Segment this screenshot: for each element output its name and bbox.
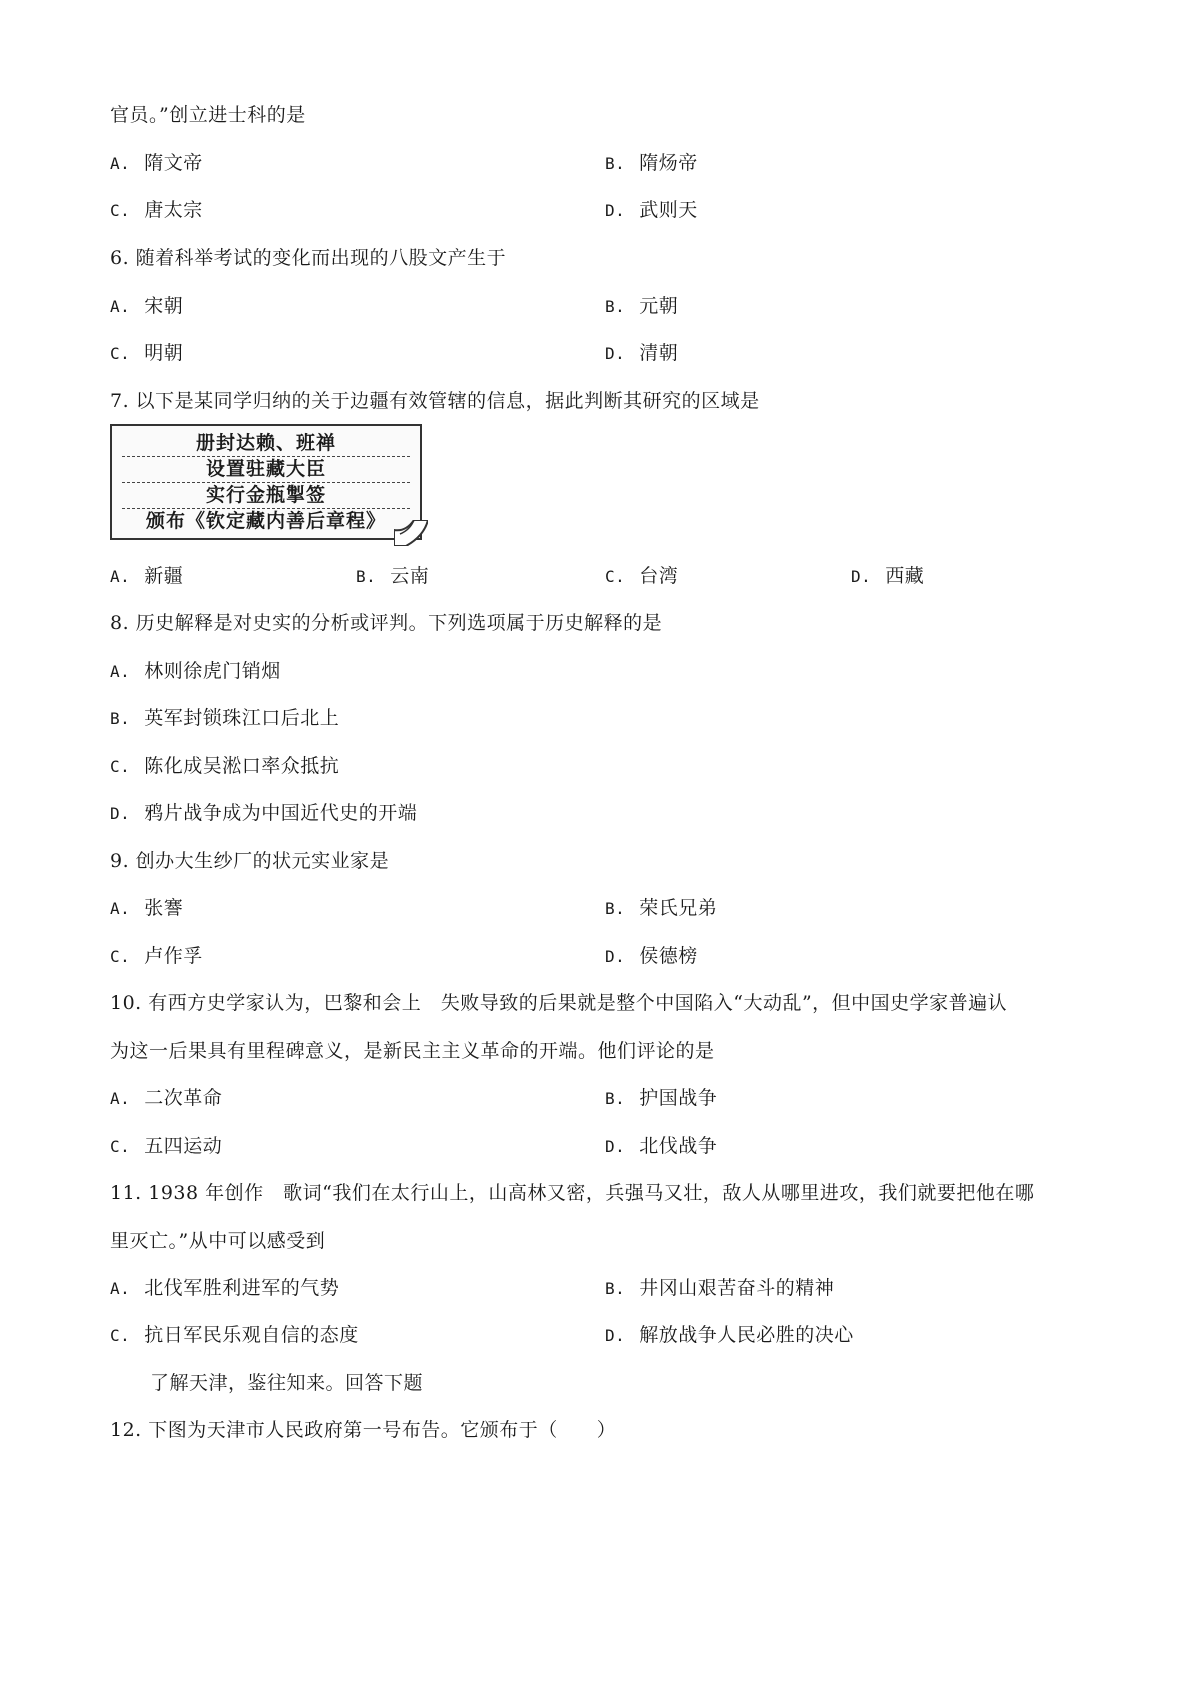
q9-option-c[interactable]: C. 卢作孚	[110, 945, 203, 967]
q9-option-d[interactable]: D. 侯德榜	[605, 945, 698, 967]
q9-option-b[interactable]: B. 荣氏兄弟	[605, 897, 718, 919]
q11-option-a[interactable]: A. 北伐军胜利进军的气势	[110, 1277, 340, 1299]
q10-stem-line-1: 10. 有西方史学家认为，巴黎和会上 失败导致的后果就是整个中国陷入“大动乱”，但中国史学家普遍认	[110, 992, 1008, 1014]
q11-option-d[interactable]: D. 解放战争人民必胜的决心	[605, 1324, 854, 1346]
q6-option-d[interactable]: D. 清朝	[605, 342, 679, 364]
q8-option-b[interactable]: B. 英军封锁珠江口后北上	[110, 707, 340, 729]
q5-option-b[interactable]: B. 隋炀帝	[605, 152, 698, 174]
note-line-4: 颁布《钦定藏内善后章程》	[145, 510, 386, 532]
q10-option-b[interactable]: B. 护国战争	[605, 1087, 718, 1109]
q5-option-d[interactable]: D. 武则天	[605, 199, 698, 221]
note-line-3: 实行金瓶掣签	[205, 484, 326, 506]
section-intro: 了解天津，鉴往知来。回答下题	[150, 1372, 424, 1394]
q7-option-a[interactable]: A. 新疆	[110, 565, 184, 587]
note-line-2: 设置驻藏大臣	[205, 458, 326, 480]
q6-stem: 6. 随着科举考试的变化而出现的八股文产生于	[110, 247, 507, 269]
q9-option-a[interactable]: A. 张謇	[110, 897, 184, 919]
page-curl-icon	[394, 520, 428, 546]
q8-option-c[interactable]: C. 陈化成吴淞口率众抵抗	[110, 755, 340, 777]
q10-stem-line-2: 为这一后果具有里程碑意义，是新民主主义革命的开端。他们评论的是	[110, 1040, 715, 1062]
note-divider	[122, 456, 410, 457]
note-line-1: 册封达赖、班禅	[195, 432, 336, 454]
q6-option-a[interactable]: A. 宋朝	[110, 295, 184, 317]
q12-stem: 12. 下图为天津市人民政府第一号布告。它颁布于（ ）	[110, 1419, 617, 1441]
q10-option-a[interactable]: A. 二次革命	[110, 1087, 223, 1109]
q5-stem: 官员。”创立进士科的是	[110, 104, 306, 126]
q8-option-a[interactable]: A. 林则徐虎门销烟	[110, 660, 281, 682]
q6-option-c[interactable]: C. 明朝	[110, 342, 184, 364]
note-divider	[122, 482, 410, 483]
q7-stem: 7. 以下是某同学归纳的关于边疆有效管辖的信息，据此判断其研究的区域是	[110, 390, 760, 412]
q11-stem-line-1: 11. 1938 年创作 歌词“我们在太行山上，山高林又密，兵强马又壮，敌人从哪里进攻，我们就要把他在哪	[110, 1182, 1035, 1204]
q7-option-b[interactable]: B. 云南	[356, 565, 430, 587]
q8-option-d[interactable]: D. 鸦片战争成为中国近代史的开端	[110, 802, 418, 824]
q7-note-card	[110, 424, 428, 546]
q7-option-c[interactable]: C. 台湾	[605, 565, 679, 587]
q5-option-a[interactable]: A. 隋文帝	[110, 152, 203, 174]
q11-option-c[interactable]: C. 抗日军民乐观自信的态度	[110, 1324, 359, 1346]
q8-stem: 8. 历史解释是对史实的分析或评判。下列选项属于历史解释的是	[110, 612, 663, 634]
q7-option-d[interactable]: D. 西藏	[851, 565, 925, 587]
q10-option-c[interactable]: C. 五四运动	[110, 1135, 223, 1157]
q9-stem: 9. 创办大生纱厂的状元实业家是	[110, 850, 390, 872]
q5-option-c[interactable]: C. 唐太宗	[110, 199, 203, 221]
q6-option-b[interactable]: B. 元朝	[605, 295, 679, 317]
q10-option-d[interactable]: D. 北伐战争	[605, 1135, 718, 1157]
note-divider	[122, 508, 410, 509]
q11-stem-line-2: 里灭亡。”从中可以感受到	[110, 1230, 326, 1252]
q11-option-b[interactable]: B. 井冈山艰苦奋斗的精神	[605, 1277, 835, 1299]
